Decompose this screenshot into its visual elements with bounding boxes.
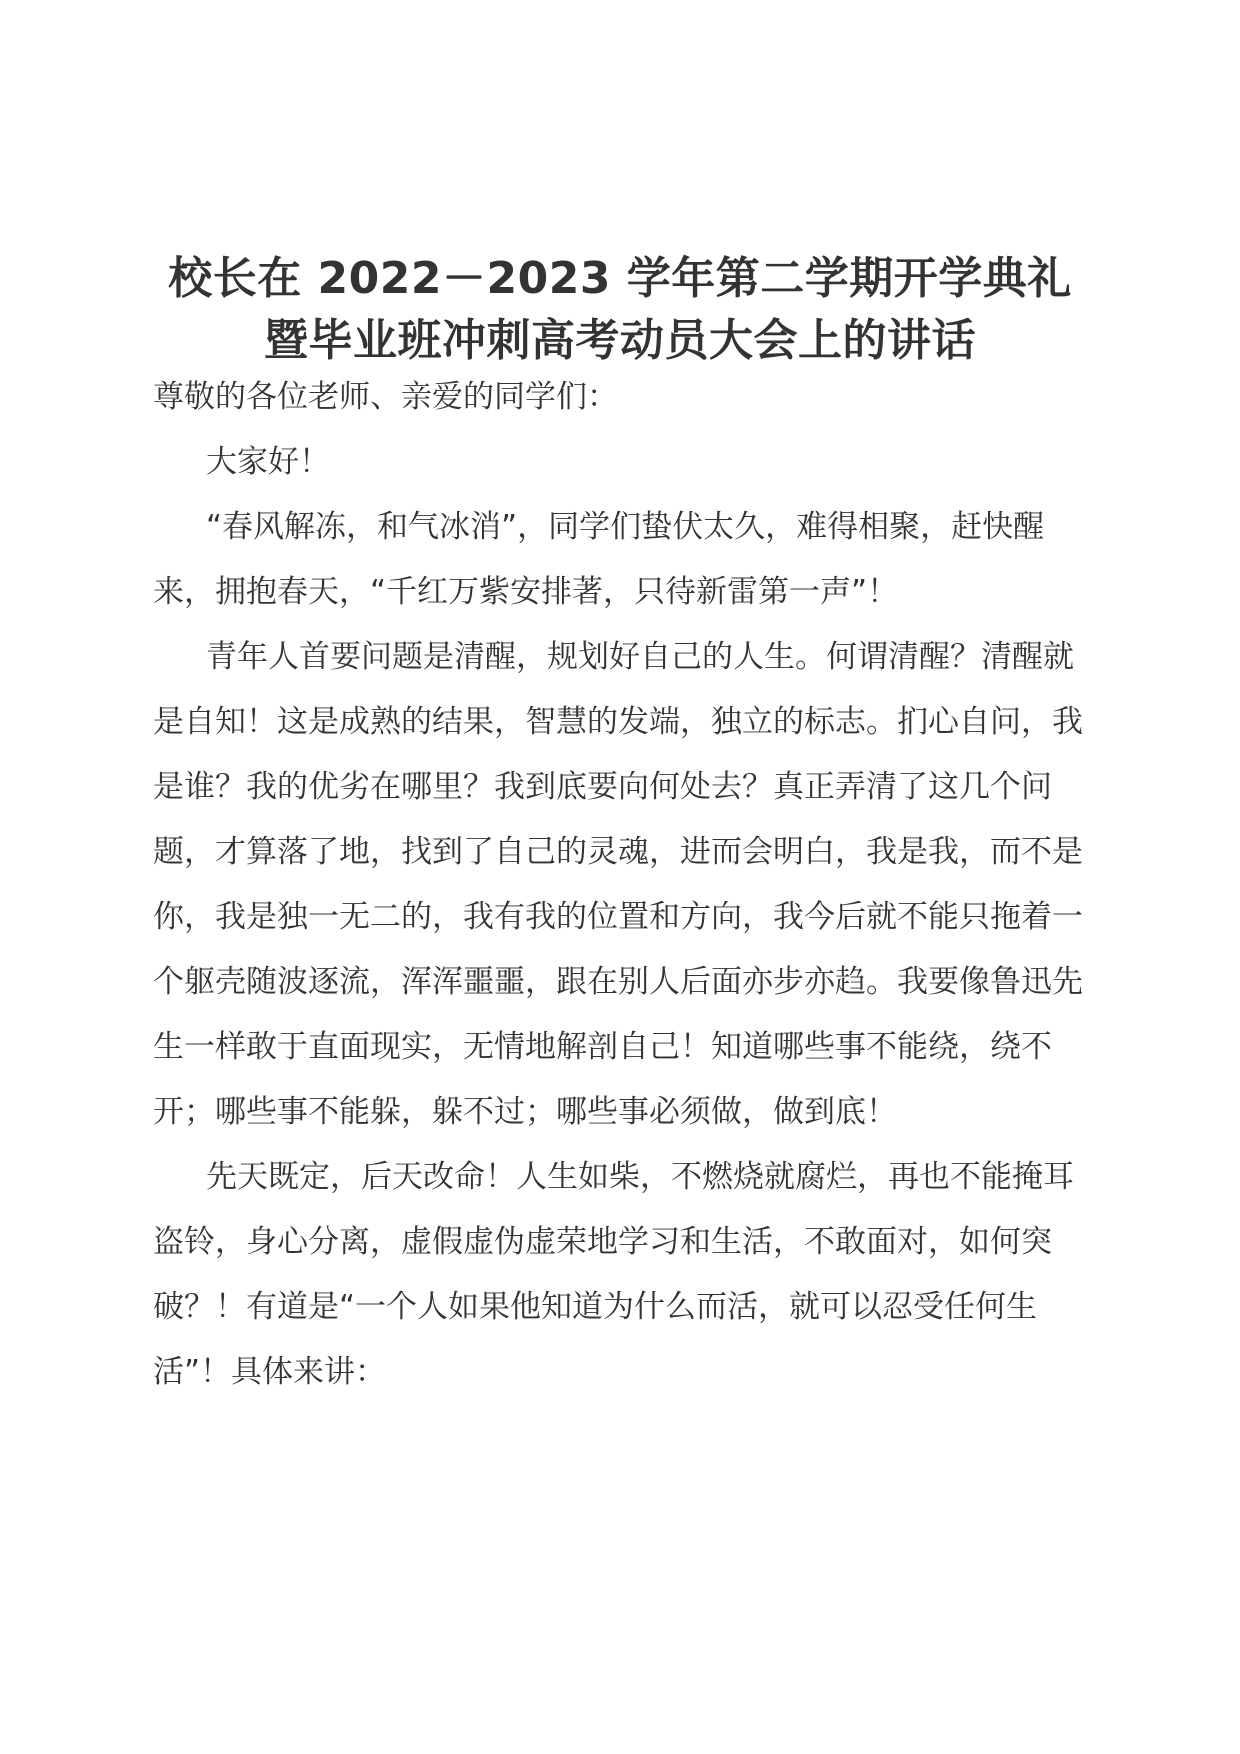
title-line-1: 校长在 2022－2023 学年第二学期开学典礼 (168, 253, 1072, 304)
salutation: 尊敬的各位老师、亲爱的同学们： (153, 379, 618, 415)
document-title (120, 248, 1120, 372)
title-line-2: 暨毕业班冲刺高考动员大会上的讲话 (264, 315, 976, 366)
paragraph-self-awareness: 青年人首要问题是清醒，规划好自己的人生。何谓清醒？清醒就是自知！这是成熟的结果，智慧的发端，独立的标志。扪心自问，我是谁？我的优劣在哪里？我到底要向何处去？真正弄清了这几个问题，才算落了地，找到了自己的灵魂，进而会明白，我是我，而不是你，我是独一无二的，我有我的位置和方向，我今后就不能只拖着一个躯壳随波逐流，浑浑噩噩，跟在别人后面亦步亦趋。我要像鲁迅先生一样敢于直面现实，无情地解剖自己！知道哪些事不能绕，绕不开；哪些事不能躲，躲不过；哪些事必须做，做到底！ (153, 639, 1083, 1130)
document-body (153, 365, 1088, 1405)
paragraph-spring: “春风解冻，和气冰消”，同学们蛰伏太久，难得相聚，赶快醒来，拥抱春天，“千红万紫安排著，只待新雷第一声”！ (153, 509, 1045, 610)
paragraph-greeting: 大家好！ (206, 444, 330, 480)
paragraph-change-fate: 先天既定，后天改命！人生如柴，不燃烧就腐烂，再也不能掩耳盗铃，身心分离，虚假虚伪虚荣地学习和生活，不敢面对，如何突破？！有道是“一个人如果他知道为什么而活，就可以忍受任何生活”！具体来讲： (153, 1159, 1074, 1390)
